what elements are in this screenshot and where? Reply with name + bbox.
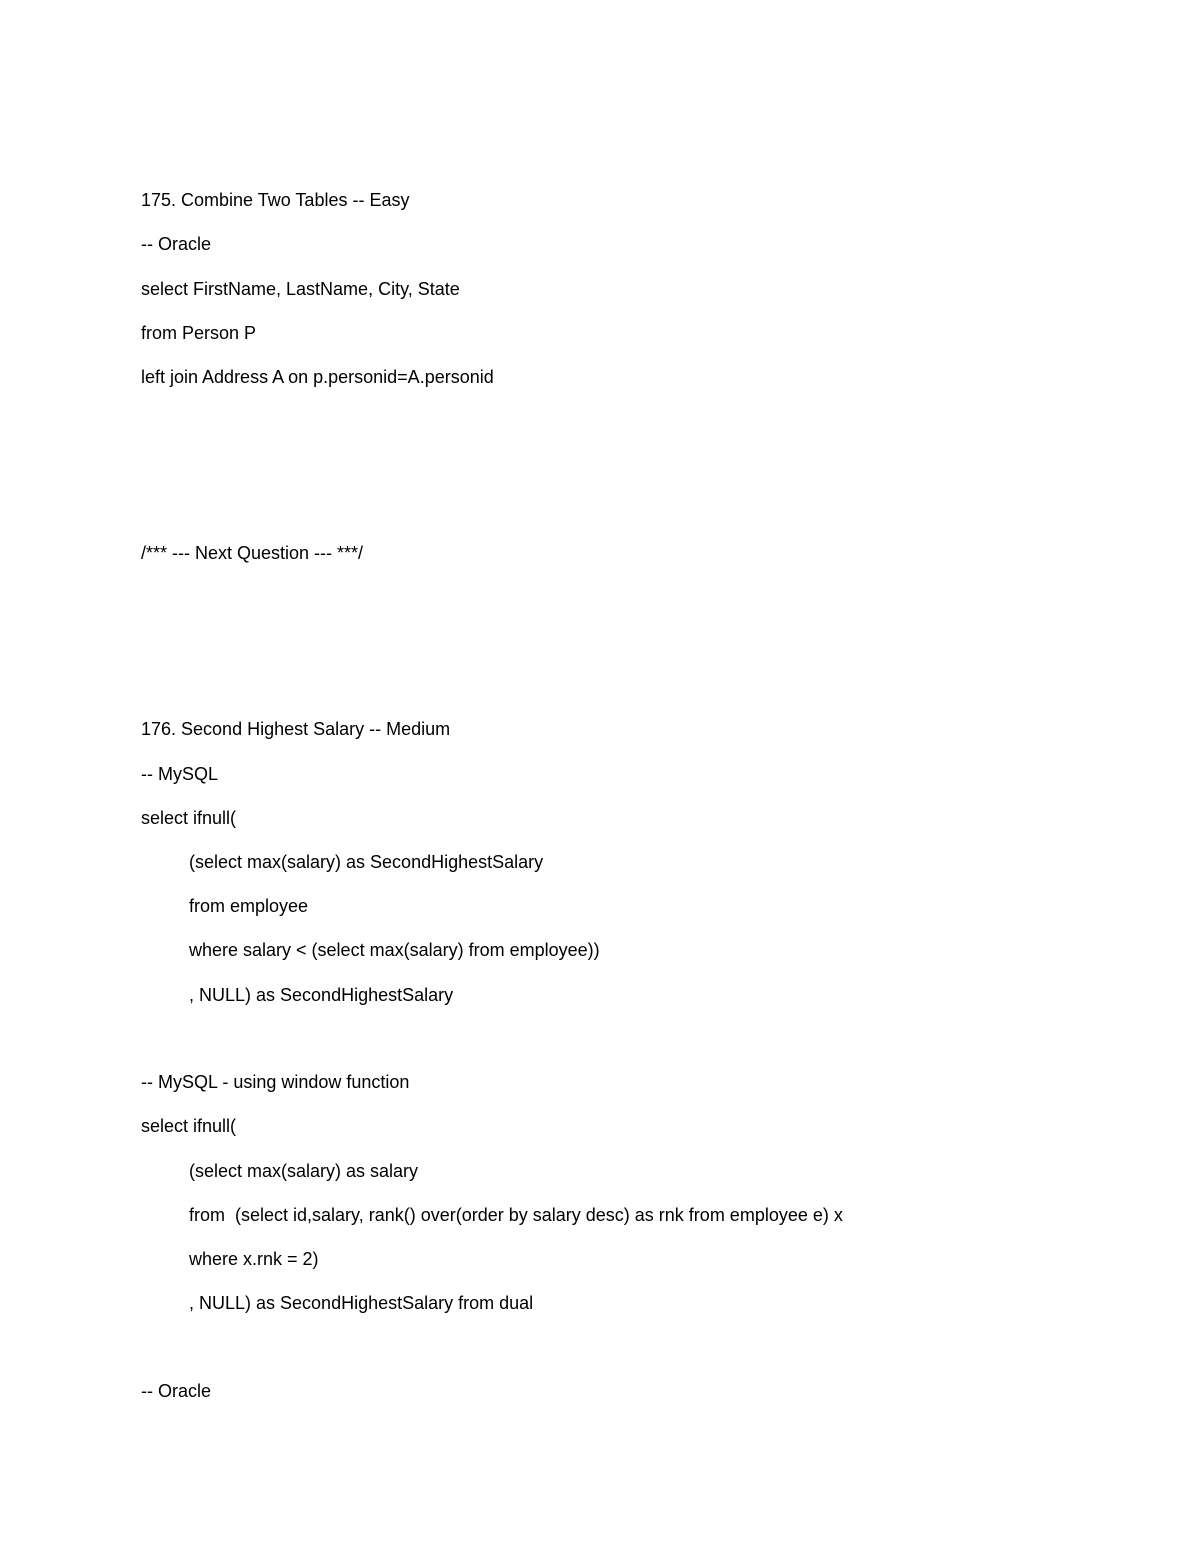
code-line: from employee [189, 896, 309, 916]
code-line: select ifnull( [141, 1116, 237, 1136]
code-line: (select max(salary) as SecondHighestSalary [189, 852, 544, 872]
question-175-title: 175. Combine Two Tables -- Easy [141, 190, 410, 210]
code-line: select ifnull( [141, 808, 237, 828]
code-line: where x.rnk = 2) [189, 1249, 319, 1269]
q176-window-comment: -- MySQL - using window function [141, 1072, 410, 1092]
code-line: (select max(salary) as salary [189, 1161, 419, 1181]
q176-oracle-comment: -- Oracle [141, 1381, 212, 1401]
code-line: , NULL) as SecondHighestSalary from dual [189, 1293, 534, 1313]
q176-mysql-comment: -- MySQL [141, 764, 219, 784]
q175-oracle-comment: -- Oracle [141, 234, 212, 254]
code-line: , NULL) as SecondHighestSalary [189, 985, 454, 1005]
code-line: select FirstName, LastName, City, State [141, 279, 460, 299]
code-line: from (select id,salary, rank() over(order by salary desc) as rnk from employee e) x [189, 1205, 843, 1225]
code-line: left join Address A on p.personid=A.personid [141, 367, 494, 387]
code-line: from Person P [141, 323, 257, 343]
code-line: where salary < (select max(salary) from employee)) [189, 940, 600, 960]
next-question-separator: /*** --- Next Question --- ***/ [141, 543, 364, 563]
question-176-title: 176. Second Highest Salary -- Medium [141, 719, 451, 739]
